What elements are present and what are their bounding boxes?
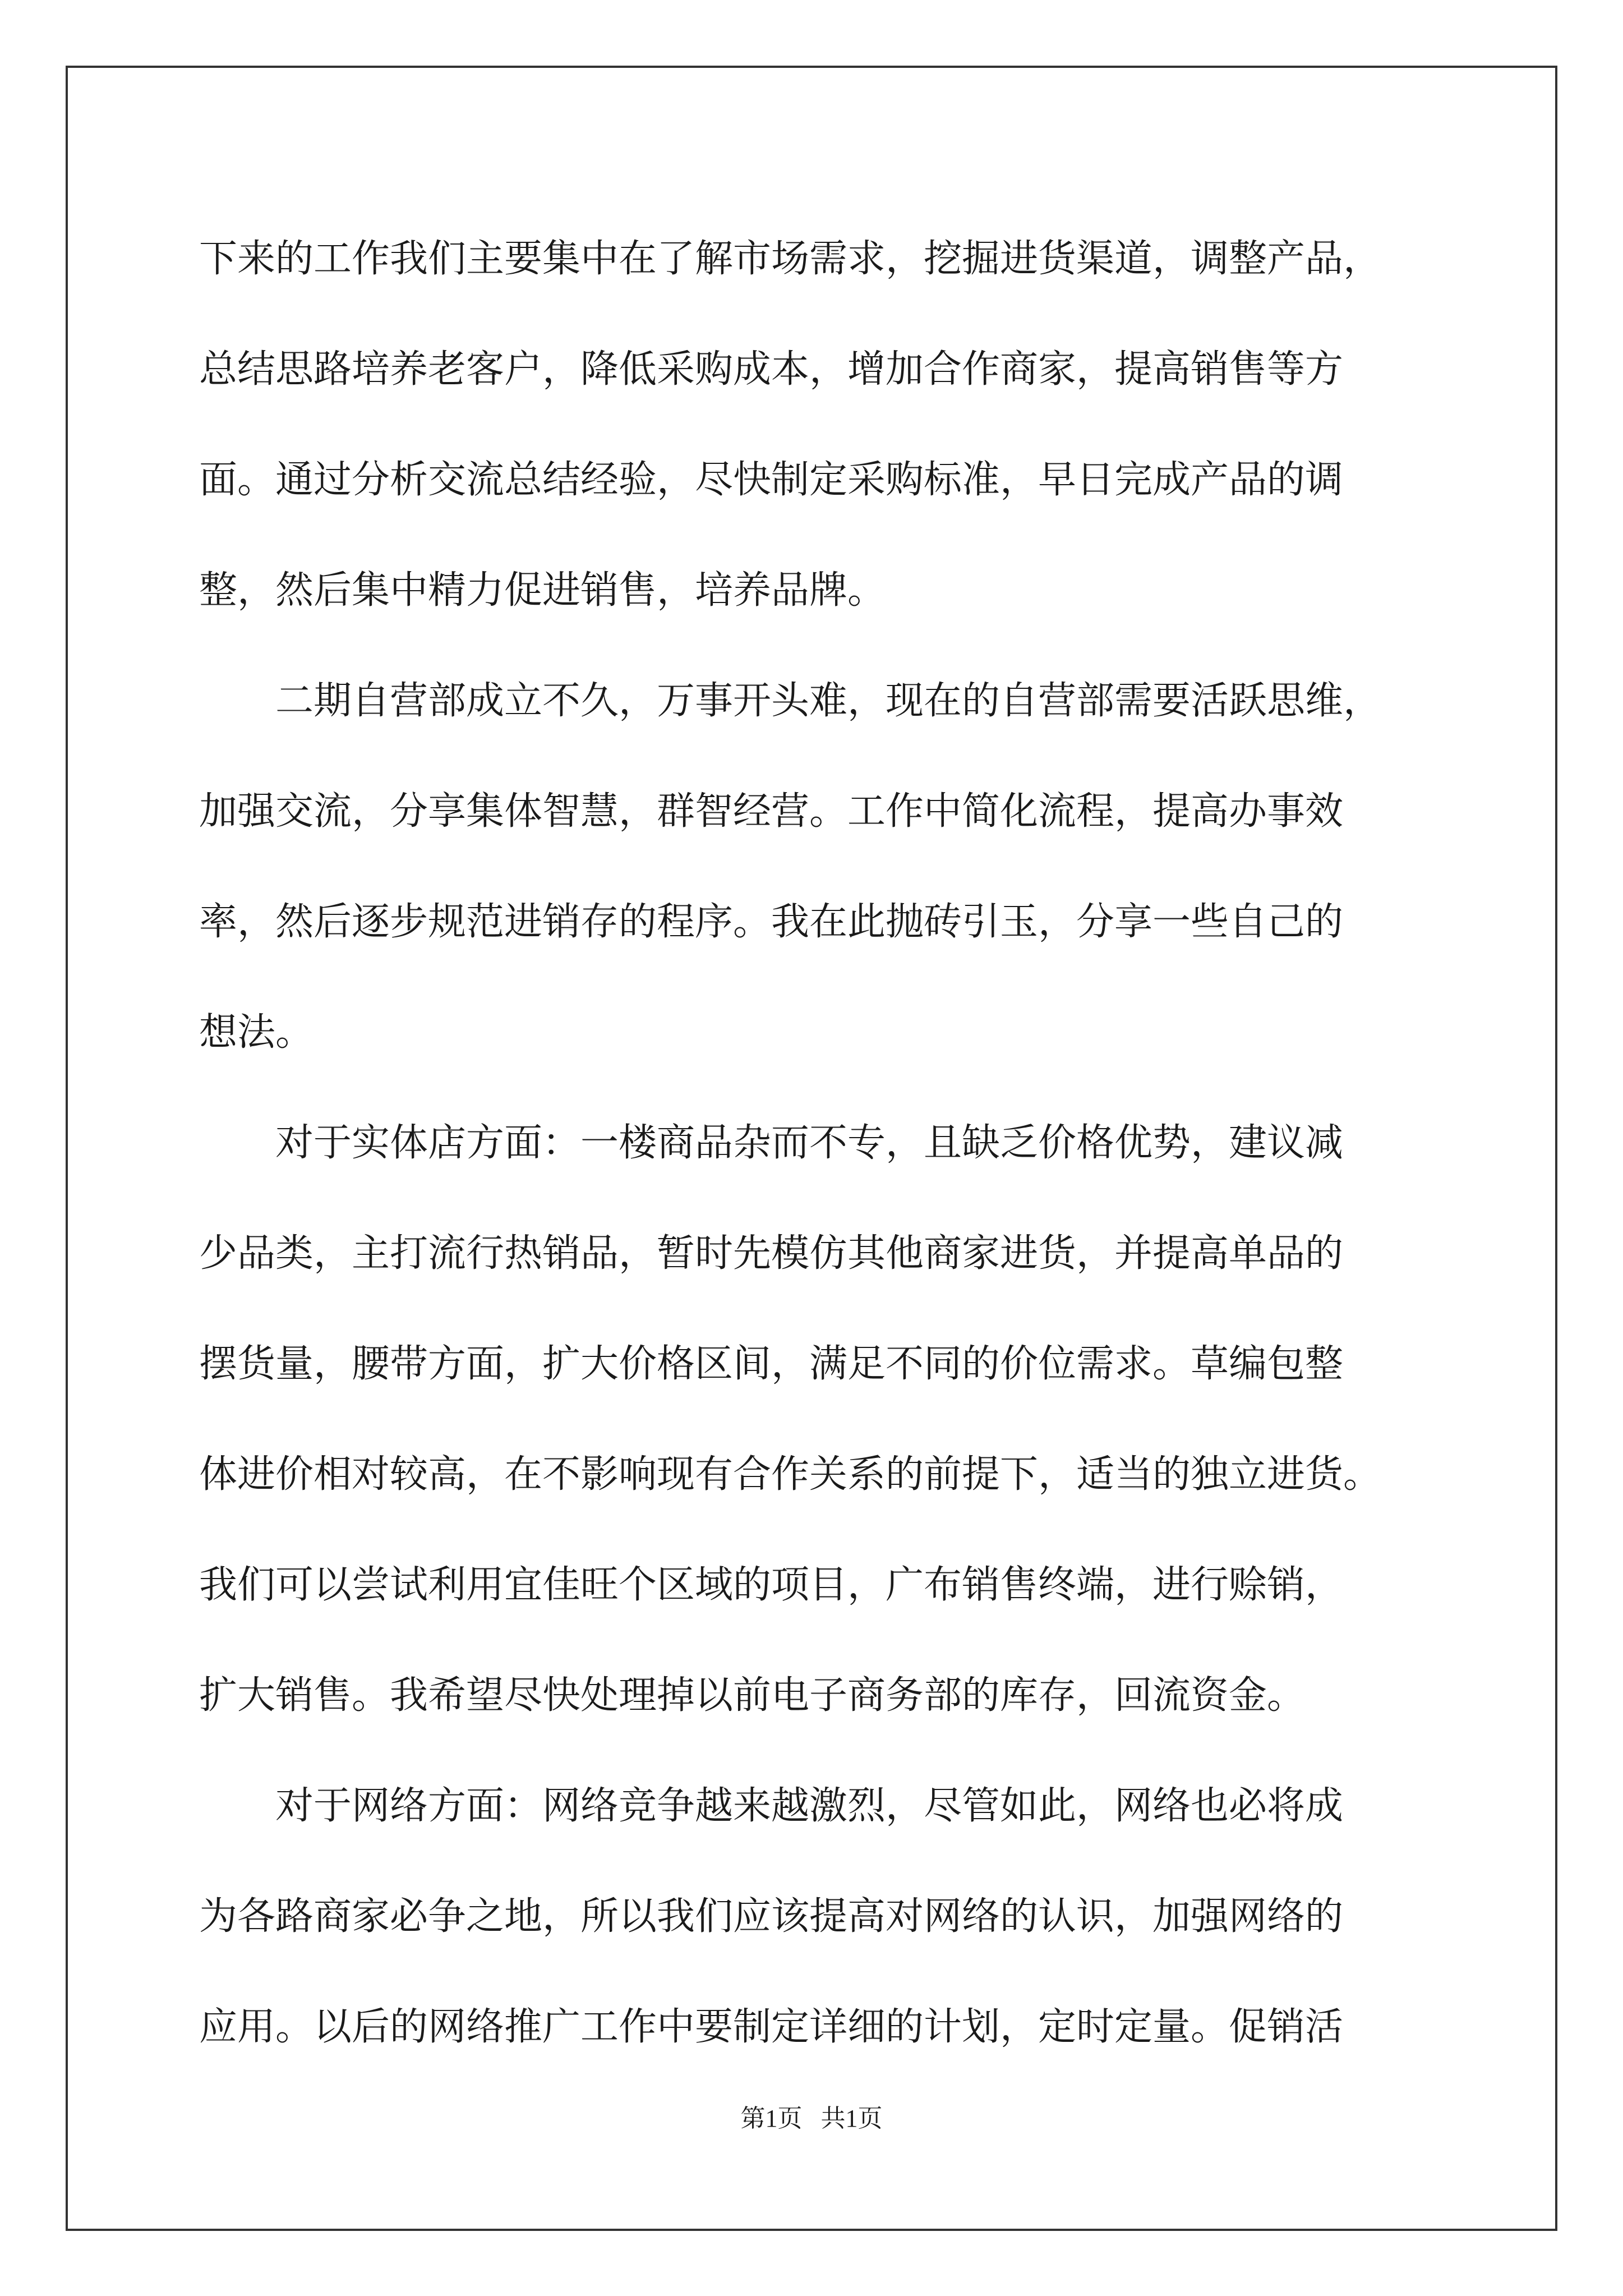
text-line: 总结思路培养老客户，降低采购成本，增加合作商家，提高销售等方 (199, 347, 1344, 392)
page-footer: 第1页 共1页 (740, 2105, 883, 2132)
text-line: 想法。 (199, 1010, 314, 1055)
text-line: 扩大销售。我希望尽快处理掉以前电子商务部的库存，回流资金。 (199, 1673, 1306, 1718)
text-line: 率，然后逐步规范进销存的程序。我在此抛砖引玉，分享一些自己的 (199, 900, 1344, 944)
text-line: 整，然后集中精力促进销售，培养品牌。 (199, 568, 886, 613)
text-line: 为各路商家必争之地，所以我们应该提高对网络的认识，加强网络的 (199, 1894, 1344, 1939)
document-body (199, 204, 1430, 2082)
text-line: 加强交流，分享集体智慧，群智经营。工作中简化流程，提高办事效 (199, 789, 1344, 834)
text-line: 对于网络方面：网络竞争越来越激烈，尽管如此，网络也必将成 (199, 1784, 1344, 1828)
text-line: 摆货量，腰带方面，扩大价格区间，满足不同的价位需求。草编包整 (199, 1342, 1344, 1386)
text-line: 二期自营部成立不久，万事开头难，现在的自营部需要活跃思维， (199, 679, 1382, 723)
text-line: 体进价相对较高，在不影响现有合作关系的前提下，适当的独立进货。 (199, 1452, 1382, 1497)
text-line: 下来的工作我们主要集中在了解市场需求，挖掘进货渠道，调整产品， (199, 237, 1382, 281)
text-line: 我们可以尝试利用宜佳旺个区域的项目，广布销售终端，进行赊销， (199, 1563, 1344, 1607)
text-line: 少品类，主打流行热销品，暂时先模仿其他商家进货，并提高单品的 (199, 1231, 1344, 1276)
text-line: 应用。以后的网络推广工作中要制定详细的计划，定时定量。促销活 (199, 2005, 1344, 2049)
text-line: 对于实体店方面：一楼商品杂而不专，且缺乏价格优势，建议减 (199, 1121, 1344, 1165)
text-line: 面。通过分析交流总结经验，尽快制定采购标准，早日完成产品的调 (199, 458, 1344, 502)
